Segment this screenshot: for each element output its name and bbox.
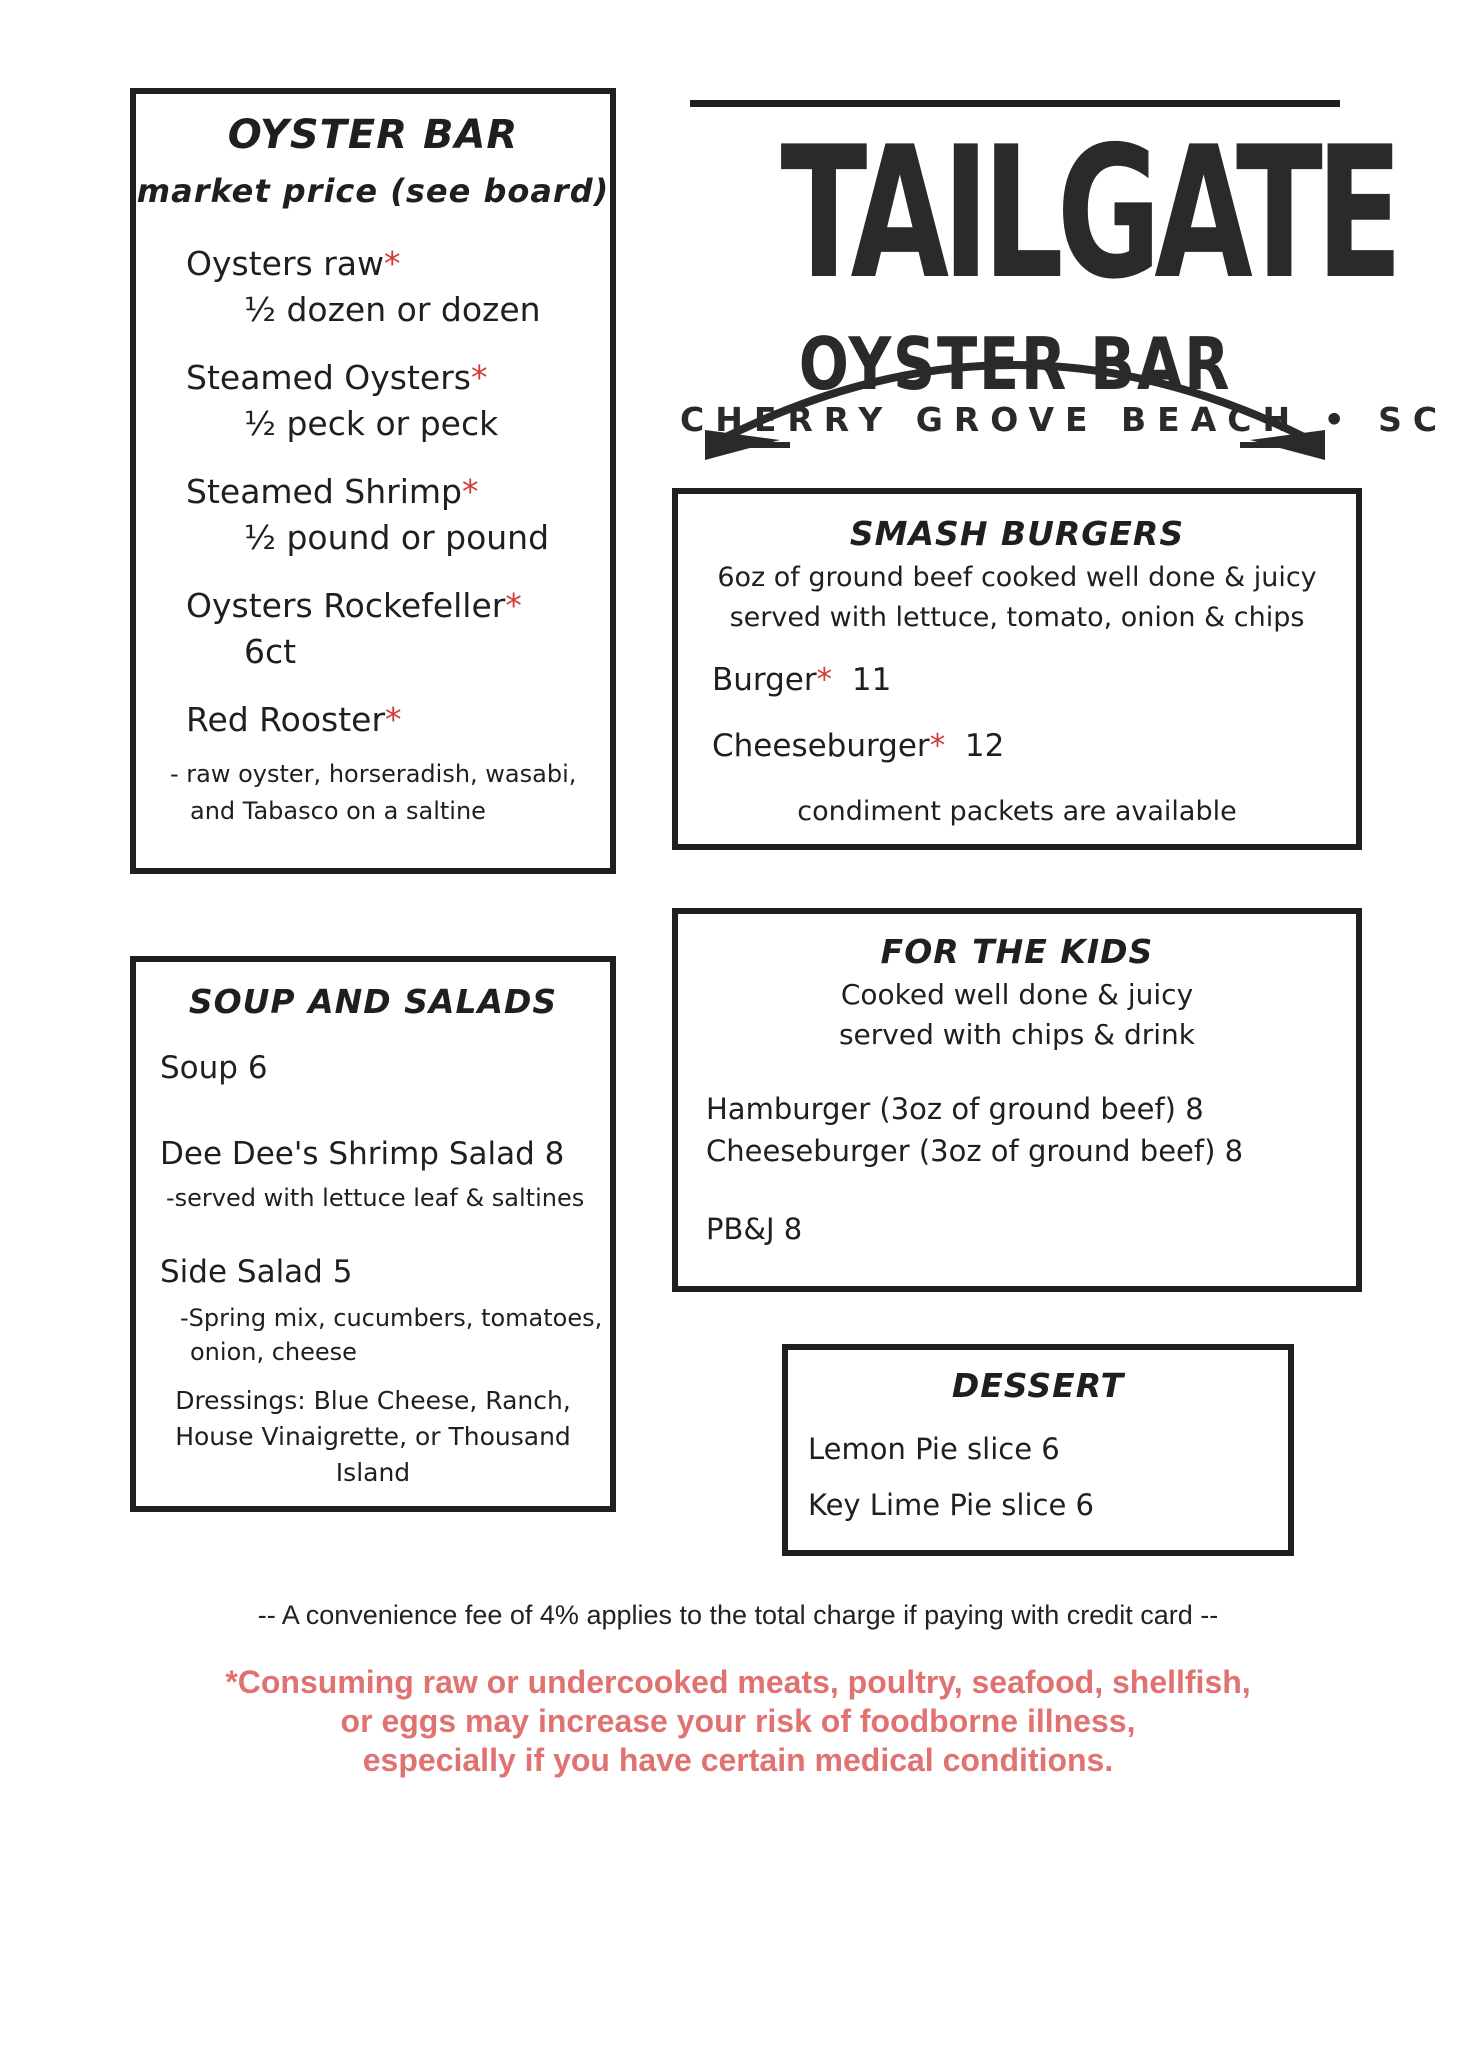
section-description: Cooked well done & juicy <box>840 978 1194 1011</box>
menu-item-red-rooster: Red Rooster* <box>186 700 402 739</box>
logo-tagline: OYSTER BAR <box>798 322 1232 406</box>
dressings-note: Island <box>335 1458 411 1487</box>
menu-item-note: and Tabasco on a saltine <box>190 797 486 825</box>
menu-item-detail: ½ peck or peck <box>244 404 499 443</box>
health-warning-line: especially if you have certain medical conditions. <box>362 1742 1114 1778</box>
menu-item-key-lime-pie: Key Lime Pie slice 6 <box>808 1488 1094 1522</box>
section-title: OYSTER BAR <box>227 112 519 158</box>
dessert-section <box>782 1344 1294 1556</box>
section-title: SOUP AND SALADS <box>188 982 558 1021</box>
menu-item-detail: 6ct <box>244 632 297 671</box>
menu-item-oysters-rockefeller: Oysters Rockefeller* <box>186 586 522 625</box>
section-subtitle: market price (see board) <box>136 172 610 210</box>
health-warning-line: *Consuming raw or undercooked meats, poultry, seafood, shellfish, <box>225 1664 1251 1700</box>
menu-item-pbj: PB&J 8 <box>706 1212 803 1246</box>
menu-item-note: onion, cheese <box>190 1338 357 1366</box>
oyster-bar-section <box>130 88 616 874</box>
menu-item-lemon-pie: Lemon Pie slice 6 <box>808 1432 1060 1466</box>
menu-item-note: - raw oyster, horseradish, wasabi, <box>170 760 577 788</box>
menu-item-note: -Spring mix, cucumbers, tomatoes, <box>180 1304 603 1332</box>
condiment-note: condiment packets are available <box>797 796 1237 827</box>
logo-wordmark: TAILGATE <box>780 107 1396 319</box>
logo-rule <box>690 100 1340 107</box>
menu-item-oysters-raw: Oysters raw* <box>186 244 401 283</box>
soup-salads-section <box>130 956 616 1512</box>
menu-item-kids-cheeseburger: Cheeseburger (3oz of ground beef) 8 <box>706 1134 1244 1168</box>
health-warning-line: or eggs may increase your risk of foodborne illness, <box>340 1703 1136 1739</box>
menu-item-steamed-shrimp: Steamed Shrimp* <box>186 472 479 511</box>
menu-item-shrimp-salad: Dee Dee's Shrimp Salad 8 <box>160 1136 565 1172</box>
logo-location: CHERRY GROVE BEACH • SC <box>680 400 1449 439</box>
menu-item-side-salad: Side Salad 5 <box>160 1254 353 1290</box>
menu-item-soup: Soup 6 <box>160 1050 268 1086</box>
convenience-fee-note: -- A convenience fee of 4% applies to the total charge if paying with credit card -- <box>257 1600 1219 1630</box>
section-description: served with lettuce, tomato, onion & chips <box>729 602 1305 633</box>
section-title: FOR THE KIDS <box>880 932 1154 971</box>
smash-burgers-section <box>672 488 1362 850</box>
menu-item-note: -served with lettuce leaf & saltines <box>166 1184 585 1212</box>
section-title: SMASH BURGERS <box>849 514 1185 553</box>
section-title: DESSERT <box>951 1366 1125 1405</box>
menu-item-kids-hamburger: Hamburger (3oz of ground beef) 8 <box>706 1092 1204 1126</box>
menu-item-detail: ½ dozen or dozen <box>244 290 541 329</box>
dressings-note: House Vinaigrette, or Thousand <box>175 1422 571 1451</box>
menu-item-steamed-oysters: Steamed Oysters* <box>186 358 488 397</box>
section-description: 6oz of ground beef cooked well done & juicy <box>717 562 1317 593</box>
kids-section <box>672 908 1362 1292</box>
menu-item-detail: ½ pound or pound <box>244 518 550 557</box>
tailgate-logo <box>680 100 1449 445</box>
menu-item-burger: Burger* 11 <box>712 662 892 698</box>
dressings-note: Dressings: Blue Cheese, Ranch, <box>175 1386 571 1415</box>
section-description: served with chips & drink <box>838 1018 1196 1051</box>
menu-item-cheeseburger: Cheeseburger* 12 <box>712 728 1005 764</box>
